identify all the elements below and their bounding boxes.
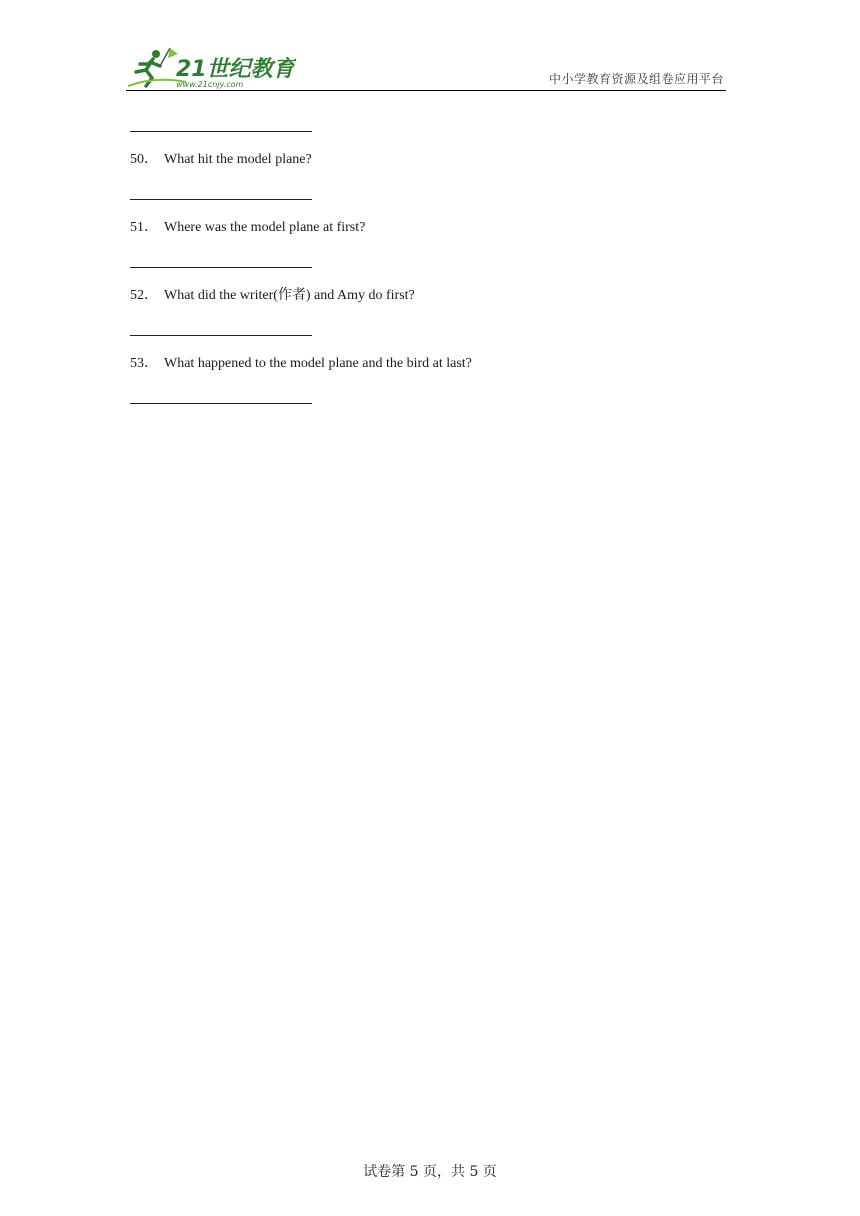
logo-url-text: www.21cnjy.com (176, 80, 244, 89)
question-text: What did the writer(作者) and Amy do first? (164, 288, 415, 303)
question-text: Where was the model plane at first? (164, 220, 366, 235)
answer-line-51[interactable] (130, 267, 312, 268)
question-text: What hit the model plane? (164, 152, 312, 167)
question-text: What happened to the model plane and the bird at last? (164, 356, 472, 371)
question-number: 52． (130, 288, 158, 303)
question-53 (130, 356, 472, 372)
runner-with-flag-icon (126, 46, 296, 90)
question-number: 50． (130, 152, 158, 167)
logo-brand-text: 21世纪教育 (176, 57, 295, 82)
question-50 (130, 152, 312, 168)
answer-line-52[interactable] (130, 335, 312, 336)
question-52 (130, 288, 415, 304)
question-number: 51． (130, 220, 158, 235)
question-51 (130, 220, 365, 236)
platform-text: 中小学教育资源及组卷应用平台 (548, 72, 724, 86)
answer-line-50[interactable] (130, 199, 312, 200)
site-logo (126, 46, 296, 90)
question-number: 53． (130, 356, 158, 371)
answer-line-53[interactable] (130, 403, 312, 404)
page-header (126, 42, 726, 91)
page-footer: 试卷第 5 页，共 5 页 (363, 1164, 497, 1180)
answer-line-49[interactable] (130, 131, 312, 132)
